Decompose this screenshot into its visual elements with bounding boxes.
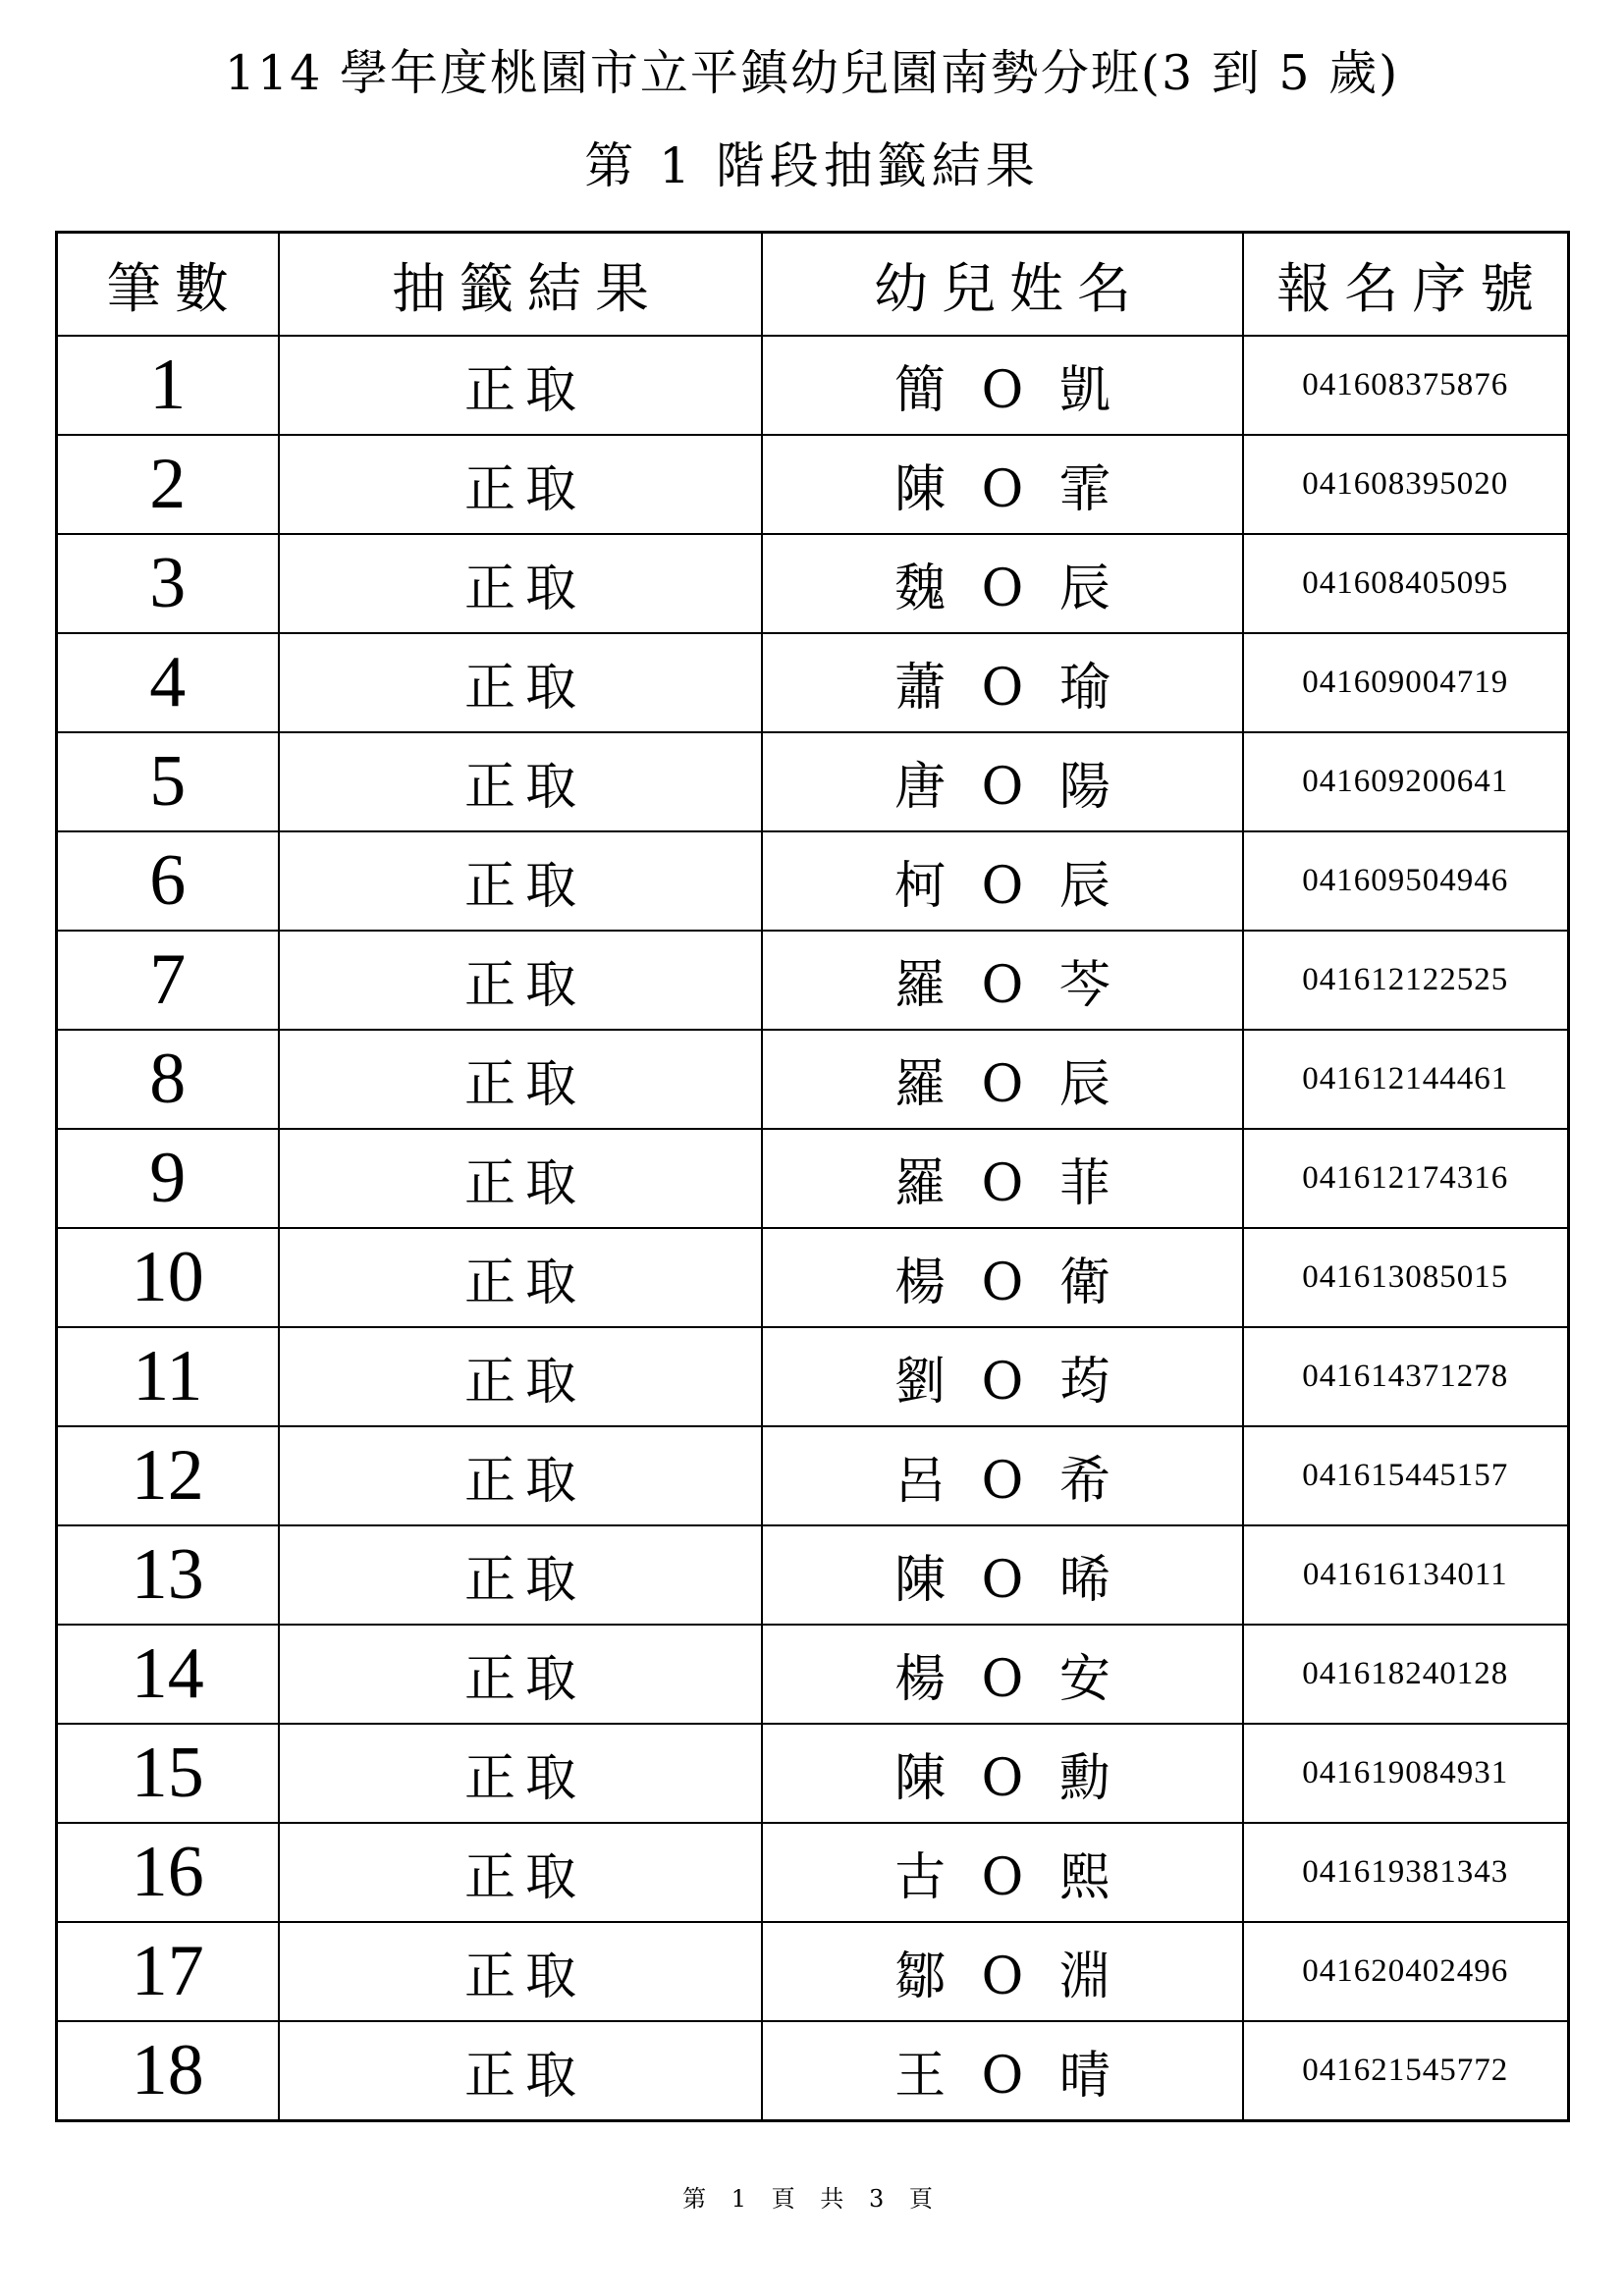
cell-lottery-result: 正取 <box>279 534 762 633</box>
table-row <box>56 633 1568 732</box>
cell-child-name: 蕭 O 瑜 <box>762 633 1243 732</box>
table-row <box>56 1327 1568 1426</box>
table-row <box>56 534 1568 633</box>
table-row <box>56 435 1568 534</box>
cell-child-name: 楊 O 衛 <box>762 1228 1243 1327</box>
table-row <box>56 732 1568 831</box>
cell-lottery-result: 正取 <box>279 1922 762 2021</box>
cell-registration-number: 041612122525 <box>1243 931 1568 1030</box>
cell-row-number: 9 <box>56 1129 279 1228</box>
cell-row-number: 12 <box>56 1426 279 1525</box>
cell-child-name: 陳 O 霏 <box>762 435 1243 534</box>
col-header-child-name: 幼兒姓名 <box>762 233 1243 337</box>
cell-child-name: 劉 O 荺 <box>762 1327 1243 1426</box>
cell-registration-number: 041620402496 <box>1243 1922 1568 2021</box>
table-row <box>56 931 1568 1030</box>
cell-row-number: 18 <box>56 2021 279 2121</box>
table-row <box>56 1823 1568 1922</box>
cell-lottery-result: 正取 <box>279 1823 762 1922</box>
cell-registration-number: 041621545772 <box>1243 2021 1568 2121</box>
table-header-row <box>56 233 1568 337</box>
col-header-registration-number: 報名序號 <box>1243 233 1568 337</box>
cell-registration-number: 041612144461 <box>1243 1030 1568 1129</box>
cell-lottery-result: 正取 <box>279 732 762 831</box>
cell-row-number: 13 <box>56 1525 279 1625</box>
lottery-results-table <box>55 231 1570 2122</box>
cell-row-number: 2 <box>56 435 279 534</box>
cell-registration-number: 041609200641 <box>1243 732 1568 831</box>
cell-child-name: 羅 O 芩 <box>762 931 1243 1030</box>
cell-row-number: 7 <box>56 931 279 1030</box>
page-title: 114 學年度桃園市立平鎮幼兒園南勢分班(3 到 5 歲) <box>224 45 1400 101</box>
cell-child-name: 古 O 熙 <box>762 1823 1243 1922</box>
cell-row-number: 3 <box>56 534 279 633</box>
cell-row-number: 8 <box>56 1030 279 1129</box>
cell-lottery-result: 正取 <box>279 1724 762 1823</box>
table-row <box>56 1922 1568 2021</box>
cell-lottery-result: 正取 <box>279 1030 762 1129</box>
cell-lottery-result: 正取 <box>279 931 762 1030</box>
table-row <box>56 1525 1568 1625</box>
cell-child-name: 陳 O 晞 <box>762 1525 1243 1625</box>
table-row <box>56 1129 1568 1228</box>
table-row <box>56 1426 1568 1525</box>
cell-child-name: 柯 O 辰 <box>762 831 1243 931</box>
cell-child-name: 羅 O 辰 <box>762 1030 1243 1129</box>
cell-row-number: 6 <box>56 831 279 931</box>
cell-child-name: 簡 O 凱 <box>762 336 1243 435</box>
cell-child-name: 王 O 晴 <box>762 2021 1243 2121</box>
cell-registration-number: 041615445157 <box>1243 1426 1568 1525</box>
cell-row-number: 14 <box>56 1625 279 1724</box>
cell-child-name: 魏 O 辰 <box>762 534 1243 633</box>
cell-row-number: 16 <box>56 1823 279 1922</box>
table-row <box>56 2021 1568 2121</box>
cell-child-name: 呂 O 希 <box>762 1426 1243 1525</box>
cell-lottery-result: 正取 <box>279 1625 762 1724</box>
cell-lottery-result: 正取 <box>279 1228 762 1327</box>
cell-registration-number: 041616134011 <box>1243 1525 1568 1625</box>
cell-child-name: 羅 O 菲 <box>762 1129 1243 1228</box>
cell-row-number: 11 <box>56 1327 279 1426</box>
table-row <box>56 1724 1568 1823</box>
cell-lottery-result: 正取 <box>279 435 762 534</box>
cell-lottery-result: 正取 <box>279 1525 762 1625</box>
cell-registration-number: 041608395020 <box>1243 435 1568 534</box>
cell-row-number: 5 <box>56 732 279 831</box>
cell-registration-number: 041608375876 <box>1243 336 1568 435</box>
cell-row-number: 17 <box>56 1922 279 2021</box>
cell-lottery-result: 正取 <box>279 1129 762 1228</box>
cell-registration-number: 041613085015 <box>1243 1228 1568 1327</box>
cell-registration-number: 041612174316 <box>1243 1129 1568 1228</box>
cell-registration-number: 041608405095 <box>1243 534 1568 633</box>
cell-row-number: 15 <box>56 1724 279 1823</box>
table-row <box>56 1030 1568 1129</box>
cell-lottery-result: 正取 <box>279 633 762 732</box>
cell-child-name: 唐 O 陽 <box>762 732 1243 831</box>
cell-child-name: 楊 O 安 <box>762 1625 1243 1724</box>
page-footer: 第 1 頁 共 3 頁 <box>682 2185 942 2214</box>
cell-lottery-result: 正取 <box>279 2021 762 2121</box>
col-header-row-number: 筆數 <box>56 233 279 337</box>
cell-registration-number: 041609004719 <box>1243 633 1568 732</box>
cell-lottery-result: 正取 <box>279 1426 762 1525</box>
cell-child-name: 鄒 O 淵 <box>762 1922 1243 2021</box>
cell-registration-number: 041619381343 <box>1243 1823 1568 1922</box>
cell-lottery-result: 正取 <box>279 336 762 435</box>
table-body <box>56 336 1568 2121</box>
cell-row-number: 4 <box>56 633 279 732</box>
cell-lottery-result: 正取 <box>279 831 762 931</box>
col-header-lottery-result: 抽籤結果 <box>279 233 762 337</box>
table-row <box>56 1228 1568 1327</box>
cell-registration-number: 041618240128 <box>1243 1625 1568 1724</box>
page-subtitle: 第 1 階段抽籤結果 <box>584 137 1040 195</box>
cell-row-number: 1 <box>56 336 279 435</box>
cell-row-number: 10 <box>56 1228 279 1327</box>
table-row <box>56 831 1568 931</box>
table-row <box>56 1625 1568 1724</box>
cell-registration-number: 041614371278 <box>1243 1327 1568 1426</box>
table-row <box>56 336 1568 435</box>
cell-lottery-result: 正取 <box>279 1327 762 1426</box>
cell-child-name: 陳 O 勳 <box>762 1724 1243 1823</box>
cell-registration-number: 041619084931 <box>1243 1724 1568 1823</box>
cell-registration-number: 041609504946 <box>1243 831 1568 931</box>
